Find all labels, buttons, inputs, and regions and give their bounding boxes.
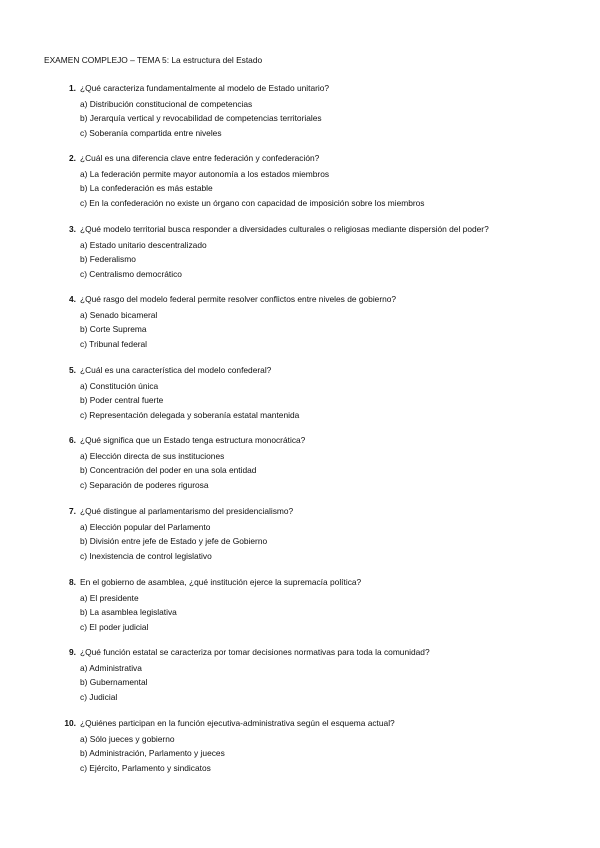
option-c: c) En la confederación no existe un órgano con capacidad de imposición sobre los miembros bbox=[80, 197, 425, 208]
question-number: 4. bbox=[69, 294, 76, 304]
question-text: ¿Cuál es una característica del modelo confederal? bbox=[80, 365, 272, 375]
question-text: En el gobierno de asamblea, ¿qué institución ejerce la supremacía política? bbox=[80, 577, 362, 587]
option-c: c) Ejército, Parlamento y sindicatos bbox=[80, 762, 211, 773]
option-a: a) Sólo jueces y gobierno bbox=[80, 734, 175, 744]
option-b: b) Poder central fuerte bbox=[80, 395, 164, 406]
option-c: c) Separación de poderes rigurosa bbox=[80, 479, 209, 490]
option-a: a) Administrativa bbox=[80, 663, 142, 673]
option-list bbox=[80, 379, 299, 422]
option-b: b) Corte Suprema bbox=[80, 324, 147, 335]
option-list bbox=[80, 449, 256, 492]
question-text: ¿Qué modelo territorial busca responder a diversidades culturales o religiosas mediante dispersión del poder? bbox=[80, 224, 489, 234]
option-b: b) La confederación es más estable bbox=[80, 183, 213, 194]
question-text: ¿Quiénes participan en la función ejecutiva-administrativa según el esquema actual? bbox=[80, 718, 395, 728]
option-a: a) Senado bicameral bbox=[80, 310, 158, 320]
option-list bbox=[80, 167, 425, 210]
question-number: 9. bbox=[69, 647, 76, 657]
option-c: c) El poder judicial bbox=[80, 621, 149, 632]
option-list bbox=[80, 308, 157, 351]
option-b: b) Federalismo bbox=[80, 254, 136, 265]
option-b: b) La asamblea legislativa bbox=[80, 607, 177, 618]
option-b: b) División entre jefe de Estado y jefe de Gobierno bbox=[80, 536, 268, 547]
question-number: 3. bbox=[69, 224, 76, 234]
option-c: c) Tribunal federal bbox=[80, 338, 148, 349]
option-list bbox=[80, 661, 148, 704]
option-b: b) Jerarquía vertical y revocabilidad de competencias territoriales bbox=[80, 113, 322, 124]
exam-title: EXAMEN COMPLEJO – TEMA 5: La estructura del Estado bbox=[44, 55, 263, 65]
option-a: a) El presidente bbox=[80, 593, 139, 603]
question-number: 6. bbox=[69, 435, 76, 445]
question-number: 7. bbox=[69, 506, 76, 516]
option-c: c) Centralismo democrático bbox=[80, 268, 182, 279]
question-text: ¿Cuál es una diferencia clave entre federación y confederación? bbox=[80, 153, 320, 163]
option-list bbox=[80, 520, 267, 563]
option-b: b) Concentración del poder en una sola entidad bbox=[80, 465, 257, 476]
question-text: ¿Qué función estatal se caracteriza por tomar decisiones normativas para toda la comunidad? bbox=[80, 647, 430, 657]
question-text: ¿Qué caracteriza fundamentalmente al modelo de Estado unitario? bbox=[80, 83, 330, 93]
question-number: 10. bbox=[64, 718, 76, 728]
option-c: c) Soberanía compartida entre niveles bbox=[80, 127, 222, 138]
question-number: 2. bbox=[69, 153, 76, 163]
option-a: a) Elección directa de sus instituciones bbox=[80, 451, 225, 461]
option-c: c) Inexistencia de control legislativo bbox=[80, 550, 212, 561]
question-text: ¿Qué significa que un Estado tenga estructura monocrática? bbox=[80, 435, 306, 445]
option-a: a) Constitución única bbox=[80, 381, 159, 391]
option-a: a) Elección popular del Parlamento bbox=[80, 522, 211, 532]
option-b: b) Gubernamental bbox=[80, 677, 148, 688]
option-list bbox=[80, 238, 207, 281]
option-list bbox=[80, 732, 225, 775]
question-text: ¿Qué rasgo del modelo federal permite resolver conflictos entre niveles de gobierno? bbox=[80, 294, 397, 304]
option-a: a) Distribución constitucional de competencias bbox=[80, 99, 253, 109]
option-c: c) Representación delegada y soberanía estatal mantenida bbox=[80, 409, 300, 420]
option-a: a) La federación permite mayor autonomía a los estados miembros bbox=[80, 169, 330, 179]
option-c: c) Judicial bbox=[80, 691, 118, 702]
option-list bbox=[80, 97, 322, 140]
option-list bbox=[80, 591, 177, 634]
question-number: 1. bbox=[69, 83, 76, 93]
question-text: ¿Qué distingue al parlamentarismo del presidencialismo? bbox=[80, 506, 294, 516]
option-a: a) Estado unitario descentralizado bbox=[80, 240, 207, 250]
question-number: 8. bbox=[69, 577, 76, 587]
option-b: b) Administración, Parlamento y jueces bbox=[80, 748, 225, 759]
question-number: 5. bbox=[69, 365, 76, 375]
